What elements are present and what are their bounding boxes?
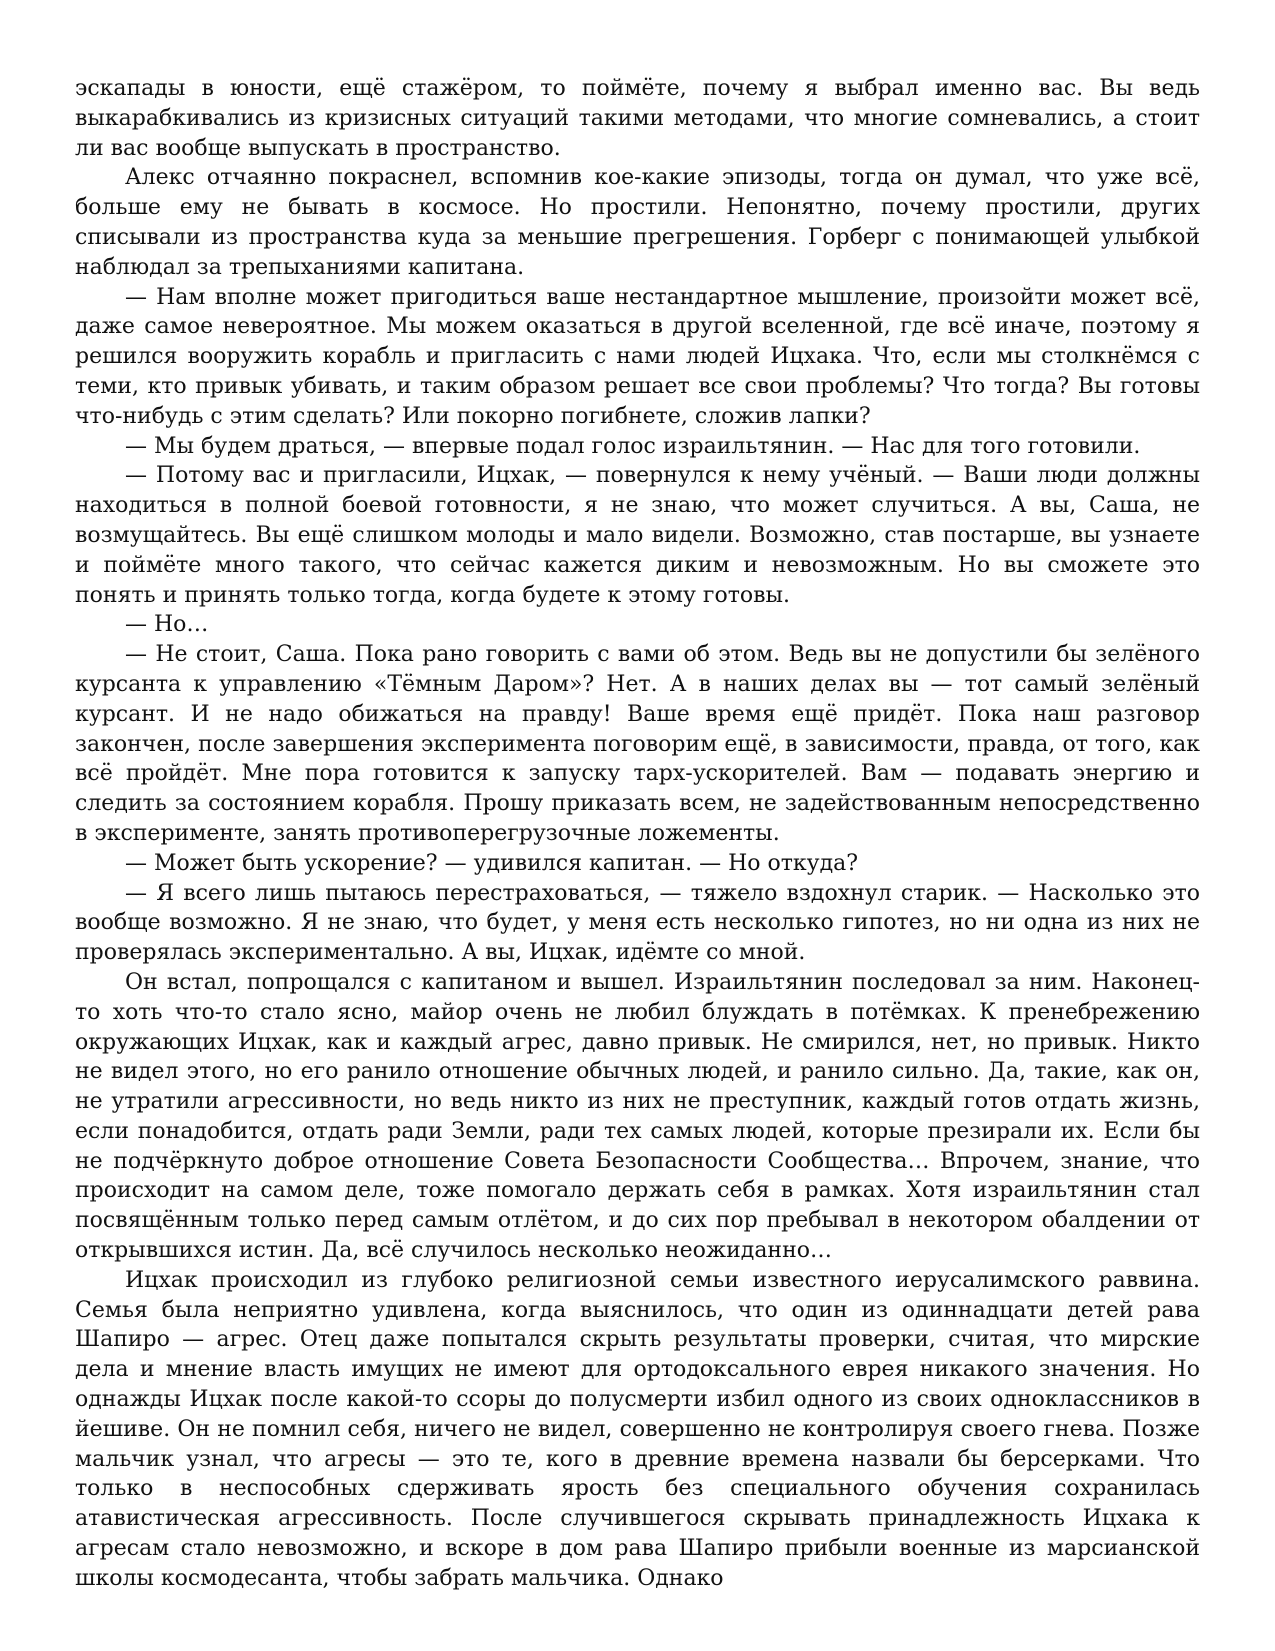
paragraph-continuation: эскапады в юности, ещё стажёром, то поймёте, почему я выбрал именно вас. Вы ведь выкарабкивались из кризисных ситуаций такими методами, что многие сомневались, а стоит ли вас вообще выпускать в пространство. [75, 76, 1200, 161]
paragraph-dialogue-not-worth: — Не стоит, Саша. Пока рано говорить с вами об этом. Ведь вы не допустили бы зелёного курсанта к управлению «Тёмным Даром»? Нет. А в наших делах вы — тот самый зелёный курсант. И не надо обижаться на правду! Ваше время ещё придёт. Пока наш разговор закончен, после завершения эксперимента поговорим ещё, в зависимости, правда, от того, как всё пройдёт. Мне пора готовится к запуску тарх-ускорителей. Вам — подавать энергию и следить за состоянием корабля. Прошу приказать всем, не задействованным непосредственно в эксперименте, занять противоперегрузочные ложементы. [75, 642, 1200, 846]
paragraph-dialogue-invited: — Потому вас и пригласили, Ицхак, — повернулся к нему учёный. — Ваши люди должны находиться в полной боевой готовности, я не знаю, что может случиться. А вы, Саша, не возмущайтесь. Вы ещё слишком молоды и мало видели. Возможно, став постарше, вы узнаете и поймёте много такого, что сейчас кажется диким и невозможным. Но вы сможете это понять и принять только тогда, когда будете к этому готовы. [75, 463, 1200, 608]
paragraph-dialogue-acceleration: — Может быть ускорение? — удивился капитан. — Но откуда? [125, 850, 859, 876]
paragraph-dialogue-thinking: — Нам вполне может пригодиться ваше нестандартное мышление, произойти может всё, даже самое невероятное. Мы можем оказаться в другой вселенной, где всё иначе, поэтому я решился вооружить корабль и пригласить с нами людей Ицхака. Что, если мы столкнёмся с теми, кто привык убивать, и таким образом решает все свои проблемы? Что тогда? Вы готовы что-нибудь с этим сделать? Или покорно погибнете, сложив лапки? [75, 284, 1200, 429]
paragraph-dialogue-reinsure: — Я всего лишь пытаюсь перестраховаться, — тяжело вздохнул старик. — Насколько это вообще возможно. Я не знаю, что будет, у меня есть несколько гипотез, но ни одна из них не проверялась экспериментально. А вы, Ицхак, идёмте со мной. [75, 880, 1200, 966]
paragraph-dialogue-fight: — Мы будем драться, — впервые подал голос израильтянин. — Нас для того готовили. [125, 433, 1141, 459]
paragraph-alex-blushed: Алекс отчаянно покраснел, вспомнив кое-какие эпизоды, тогда он думал, что уже всё, больше ему не бывать в космосе. Но простили. Непонятно, почему простили, других списывали из пространства куда за меньшие прегрешения. Горберг с понимающей улыбкой наблюдал за трепыханиями капитана. [75, 165, 1200, 280]
paragraph-dialogue-but: — Но… [125, 612, 209, 638]
paragraph-itzhak-origin: Ицхак происходил из глубоко религиозной семьи известного иерусалимского раввина. Семья была неприятно удивлена, когда выяснилось, что один из одиннадцати детей рава Шапиро — агрес. Отец даже попытался скрыть результаты проверки, считая, что мирские дела и мнение власть имущих не имеют для ортодоксального еврея никакого значения. Но однажды Ицхак после какой-то ссоры до полусмерти избил одного из своих одноклассников в йешиве. Он не помнил себя, ничего не видел, совершенно не контролируя своего гнева. Позже мальчик узнал, что агресы — это те, кого в древние времена назвали бы берсерками. Что только в неспособных сдерживать ярость без специального обучения сохранилась атавистическая агрессивность. После случившегося скрывать принадлежность Ицхака к агресам стало невозможно, и вскоре в дом рава Шапиро прибыли военные из марсианской школы космодесанта, чтобы забрать мальчика. Однако [75, 1267, 1200, 1591]
paragraph-he-stood-up: Он встал, попрощался с капитаном и вышел. Израильтянин последовал за ним. Наконец-то хоть что-то стало ясно, майор очень не любил блуждать в потёмках. К пренебрежению окружающих Ицхак, как и каждый агрес, давно привык. Не смирился, нет, но привык. Никто не видел этого, но его ранило отношение обычных людей, и ранило сильно. Да, такие, как он, не утратили агрессивности, но ведь никто из них не преступник, каждый готов отдать жизнь, если понадобится, отдать ради Земли, ради тех самых людей, которые презирали их. Если бы не подчёркнуто доброе отношение Совета Безопасности Сообщества… Впрочем, знание, что происходит на самом деле, тоже помогало держать себя в рамках. Хотя израильтянин стал посвящённым только перед самым отлётом, и до сих пор пребывал в некотором обалдении от открывшихся истин. Да, всё случилось несколько неожиданно… [75, 969, 1200, 1264]
